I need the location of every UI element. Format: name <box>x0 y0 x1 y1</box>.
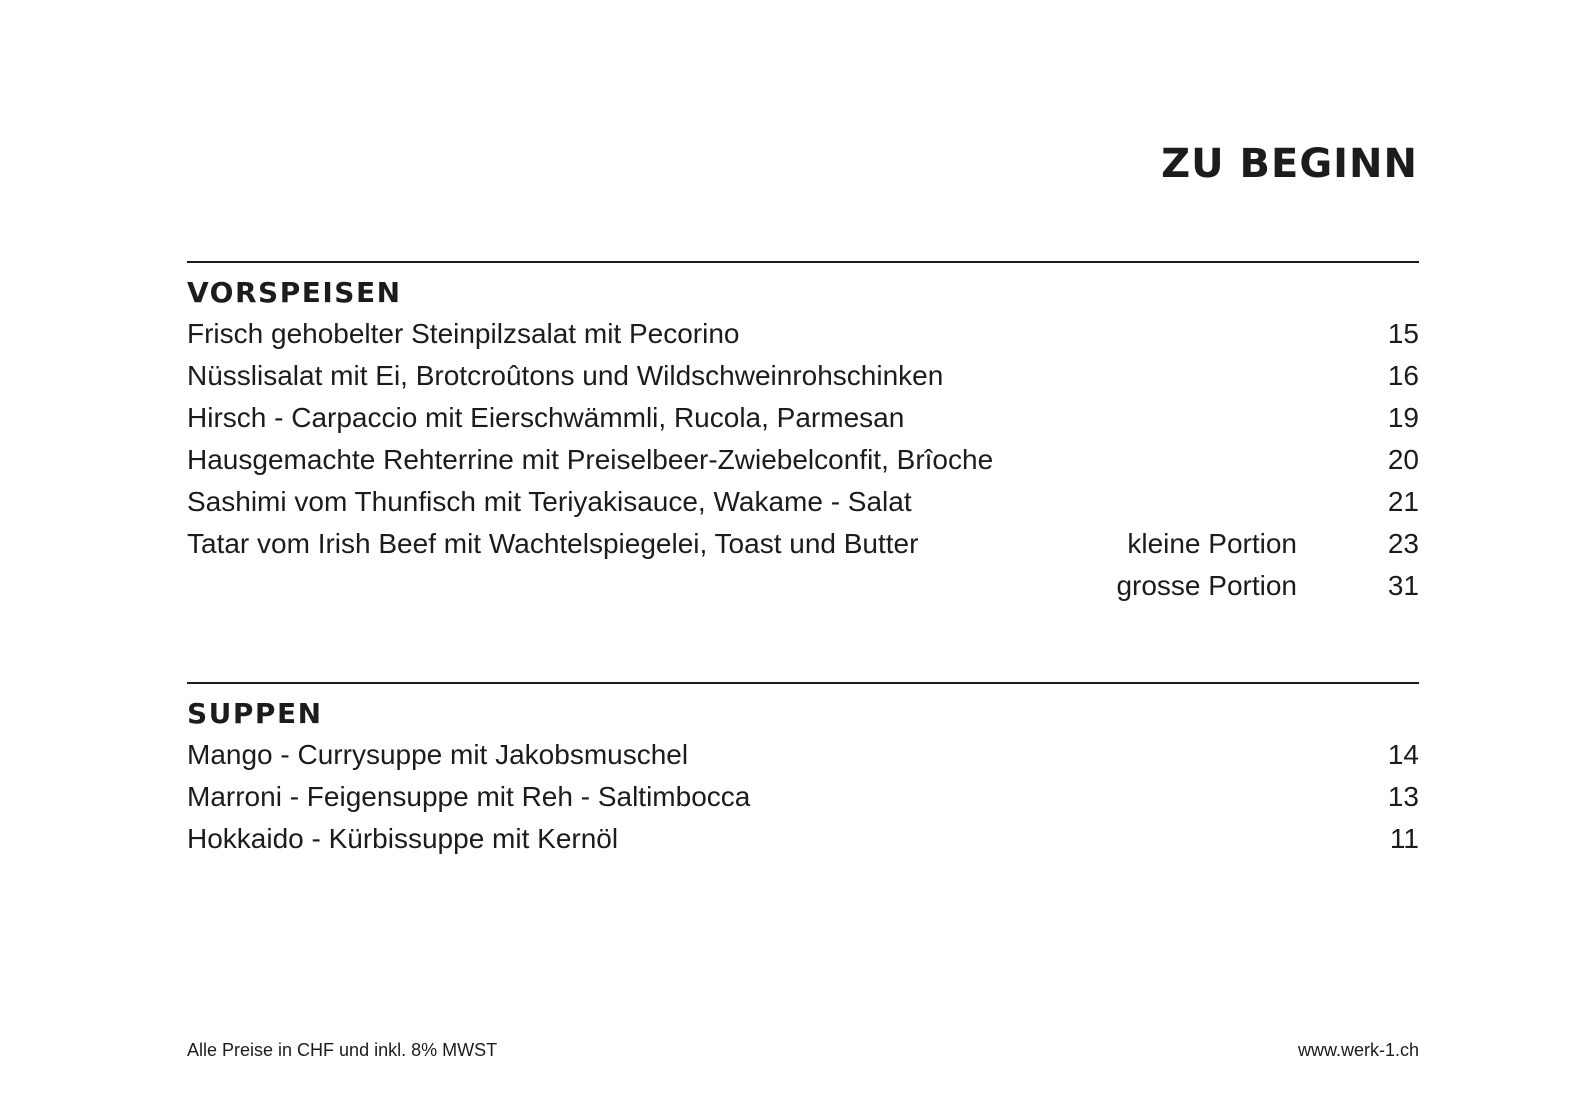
menu-item-price: 14 <box>1387 739 1419 770</box>
menu-item <box>187 565 1419 607</box>
menu-item-price: 20 <box>1387 444 1419 475</box>
menu-item-price: 15 <box>1387 318 1419 349</box>
menu-item-name: Hausgemachte Rehterrine mit Preiselbeer-Zwiebelconfit, Brîoche <box>187 444 994 475</box>
menu-item-name: Hokkaido - Kürbissuppe mit Kernöl <box>187 823 619 854</box>
footer-website-link[interactable]: www.werk-1.ch <box>1297 1040 1419 1060</box>
menu-list <box>187 734 1419 860</box>
menu-list <box>187 313 1419 607</box>
menu-item-name: Hirsch - Carpaccio mit Eierschwämmli, Rucola, Parmesan <box>187 402 905 433</box>
menu-item-variant: grosse Portion <box>1116 570 1297 601</box>
menu-item-price: 23 <box>1387 528 1419 559</box>
menu-item <box>187 776 1419 818</box>
menu-item <box>187 481 1419 523</box>
footer-note: Alle Preise in CHF und inkl. 8% MWST <box>187 1040 498 1060</box>
menu-item-name: Frisch gehobelter Steinpilzsalat mit Pecorino <box>187 318 740 349</box>
menu-item-name: Marroni - Feigensuppe mit Reh - Saltimbocca <box>187 781 751 812</box>
menu-item-name: Nüsslisalat mit Ei, Brotcroûtons und Wildschweinrohschinken <box>187 360 944 391</box>
page-title: ZU BEGINN <box>1161 141 1418 187</box>
menu-item-price: 21 <box>1387 486 1419 517</box>
menu-item <box>187 818 1419 860</box>
menu-item-variant: kleine Portion <box>1127 528 1297 559</box>
menu-item-price: 11 <box>1389 823 1419 854</box>
menu-item-name: Mango - Currysuppe mit Jakobsmuschel <box>187 739 689 770</box>
menu-item <box>187 397 1419 439</box>
menu-item-name: Sashimi vom Thunfisch mit Teriyakisauce, Wakame - Salat <box>187 486 912 517</box>
menu-item-price: 16 <box>1387 360 1419 391</box>
menu-item-price: 31 <box>1387 570 1419 601</box>
section-heading: VORSPEISEN <box>187 276 402 309</box>
section-heading: SUPPEN <box>187 697 323 730</box>
menu-item-price: 13 <box>1387 781 1419 812</box>
menu-item-name: Tatar vom Irish Beef mit Wachtelspiegelei, Toast und Butter <box>187 528 919 559</box>
menu-item <box>187 523 1419 565</box>
menu-item <box>187 313 1419 355</box>
menu-item <box>187 734 1419 776</box>
section-vorspeisen <box>187 261 1419 607</box>
menu-item <box>187 355 1419 397</box>
section-suppen <box>187 682 1419 860</box>
menu-item <box>187 439 1419 481</box>
menu-item-price: 19 <box>1387 402 1419 433</box>
